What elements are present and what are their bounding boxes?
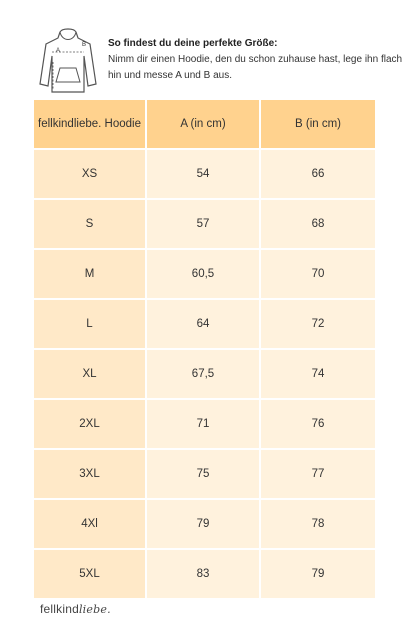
size-table: [34, 100, 375, 600]
header-cell-product: fellkindliebe. Hoodie: [34, 100, 145, 148]
logo-script: liebe.: [78, 603, 111, 616]
size-cell: 5XL: [34, 550, 145, 598]
table-header-row: [34, 100, 375, 148]
size-cell: 3XL: [34, 450, 145, 498]
a-cell: 54: [147, 150, 259, 198]
size-cell: L: [34, 300, 145, 348]
table-row: [34, 450, 375, 498]
a-cell: 64: [147, 300, 259, 348]
b-cell: 79: [261, 550, 375, 598]
a-cell: 83: [147, 550, 259, 598]
b-cell: 74: [261, 350, 375, 398]
footer-logo: [40, 602, 111, 616]
size-cell: XS: [34, 150, 145, 198]
b-cell: 72: [261, 300, 375, 348]
intro: [108, 38, 408, 84]
b-cell: 70: [261, 250, 375, 298]
table-row: [34, 250, 375, 298]
table-row: [34, 550, 375, 598]
header-cell-b: B (in cm): [261, 100, 375, 148]
a-cell: 57: [147, 200, 259, 248]
b-cell: 77: [261, 450, 375, 498]
label-a: A: [56, 48, 61, 54]
table-row: [34, 400, 375, 448]
table-row: [34, 150, 375, 198]
intro-title: So findest du deine perfekte Größe:: [108, 38, 278, 49]
label-b: B: [82, 42, 87, 48]
table-row: [34, 300, 375, 348]
size-cell: S: [34, 200, 145, 248]
table-row: [34, 200, 375, 248]
hoodie-icon: [38, 26, 98, 96]
size-cell: 4Xl: [34, 500, 145, 548]
size-cell: M: [34, 250, 145, 298]
a-cell: 71: [147, 400, 259, 448]
a-cell: 60,5: [147, 250, 259, 298]
header: [0, 0, 416, 96]
table-row: [34, 350, 375, 398]
a-cell: 67,5: [147, 350, 259, 398]
header-cell-a: A (in cm): [147, 100, 259, 148]
logo-main: fellkind: [40, 602, 79, 616]
b-cell: 68: [261, 200, 375, 248]
intro-text: Nimm dir einen Hoodie, den du schon zuhause hast, lege ihn flach hin und messe A und B aus.: [108, 54, 403, 81]
b-cell: 78: [261, 500, 375, 548]
size-cell: XL: [34, 350, 145, 398]
b-cell: 66: [261, 150, 375, 198]
a-cell: 79: [147, 500, 259, 548]
size-cell: 2XL: [34, 400, 145, 448]
b-cell: 76: [261, 400, 375, 448]
a-cell: 75: [147, 450, 259, 498]
table-row: [34, 500, 375, 548]
